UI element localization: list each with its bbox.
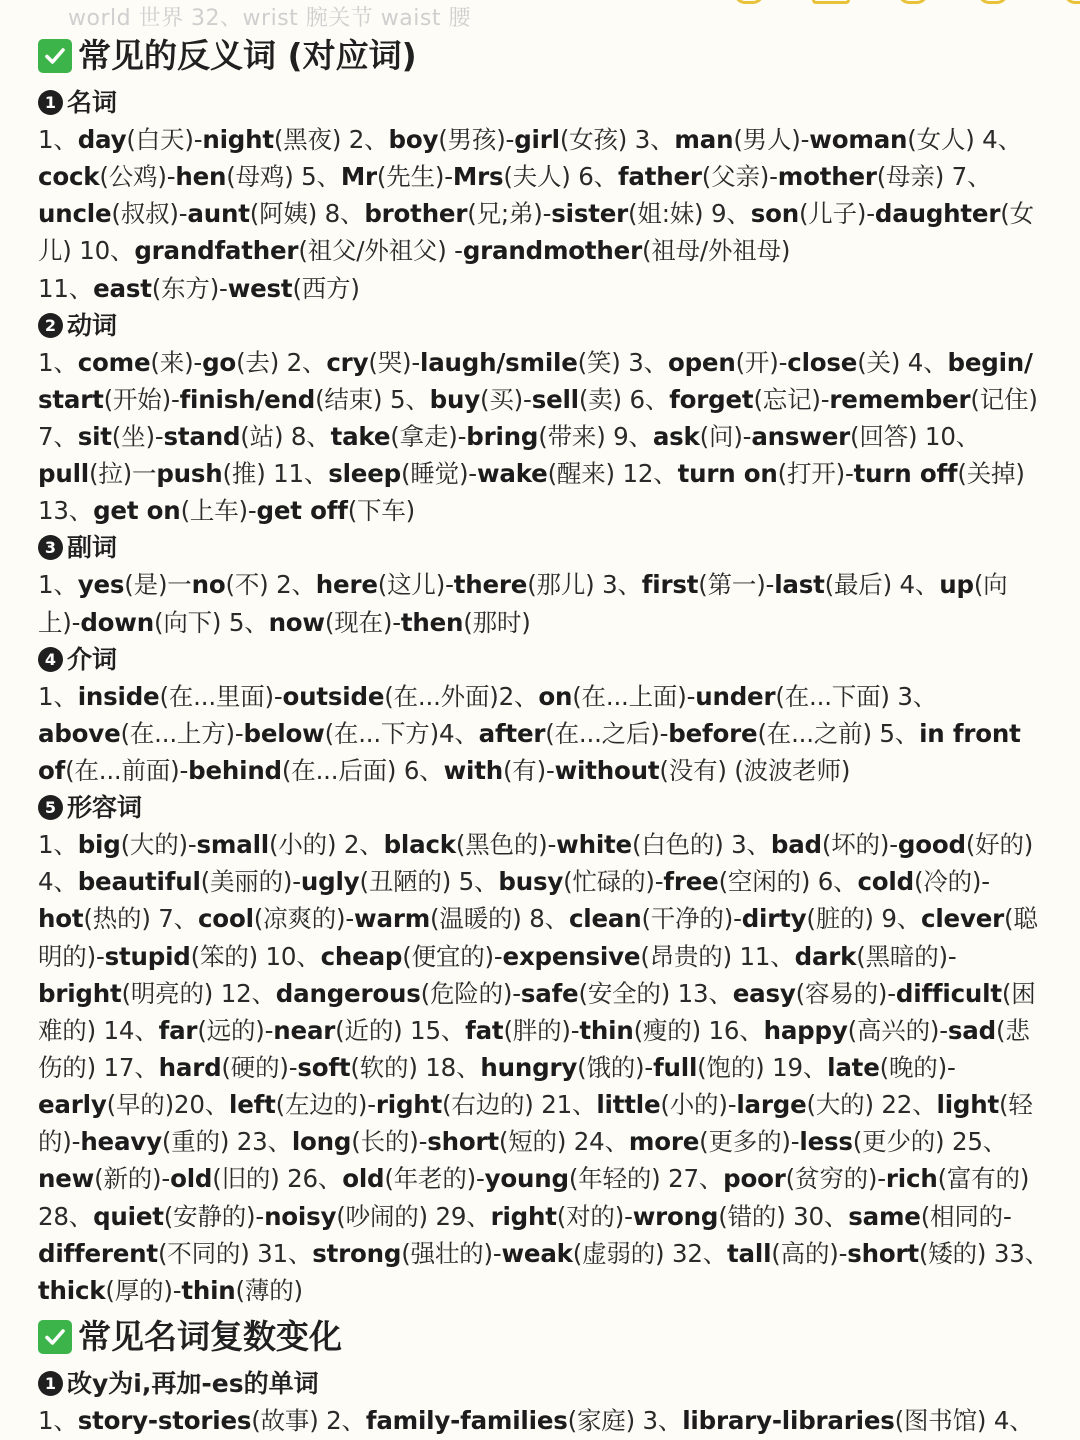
english-term: laugh/smile bbox=[420, 347, 578, 377]
english-term: busy bbox=[498, 867, 564, 897]
english-term: inside bbox=[77, 681, 160, 711]
check-mark-icon bbox=[38, 39, 72, 73]
english-term: story-stories bbox=[77, 1405, 252, 1435]
english-term: sit bbox=[77, 421, 112, 451]
english-term: large bbox=[736, 1090, 807, 1120]
english-term: young bbox=[484, 1164, 569, 1194]
subsection-heading bbox=[38, 307, 1058, 344]
english-term: get off bbox=[256, 496, 348, 526]
text-line: bright(明亮的) 12、dangerous(危险的)-safe(安全的) 13、easy(容易的)-difficult(困 bbox=[38, 978, 1036, 1008]
text-line: uncle(叔叔)-aunt(阿姨) 8、brother(兄;弟)-sister(姐:妹) 9、son(儿子)-daughter(女 bbox=[38, 199, 1034, 229]
english-term: down bbox=[80, 607, 154, 637]
english-term: expensive bbox=[502, 941, 641, 971]
text-line: 1、inside(在...里面)-outside(在...外面)2、on(在...上面)-under(在...下面) 3、 bbox=[38, 681, 938, 711]
faded-previous-line: world 世界 32、wrist 腕关节 waist 腰 bbox=[68, 6, 471, 28]
english-term: behind bbox=[188, 755, 282, 785]
english-term: now bbox=[268, 607, 325, 637]
section-heading bbox=[38, 28, 1058, 84]
english-term: ugly bbox=[300, 867, 360, 897]
english-term: black bbox=[383, 830, 456, 860]
english-term: bright bbox=[38, 978, 122, 1008]
subsection-title: 动词 bbox=[67, 310, 118, 340]
text-line: 儿) 10、grandfather(祖父/外祖父) -grandmother(祖母/外祖母) bbox=[38, 236, 791, 266]
english-term: far bbox=[158, 1015, 198, 1045]
english-term: left bbox=[229, 1090, 276, 1120]
english-term: sell bbox=[531, 384, 579, 414]
circled-number-icon: 1 bbox=[38, 90, 63, 115]
english-term: sad bbox=[947, 1015, 996, 1045]
english-term: after bbox=[478, 718, 546, 748]
english-term: woman bbox=[809, 125, 908, 154]
english-term: there bbox=[453, 570, 528, 600]
english-term: on bbox=[538, 681, 573, 711]
english-term: less bbox=[799, 1127, 853, 1157]
text-line: 难的) 14、far(远的)-near(近的) 15、fat(胖的)-thin(瘦的) 16、happy(高兴的)-sad(悲 bbox=[38, 1015, 1030, 1045]
top-strip bbox=[0, 0, 1080, 28]
english-term: start bbox=[38, 384, 104, 414]
english-term: different bbox=[38, 1238, 158, 1268]
english-term: clean bbox=[568, 904, 642, 934]
english-term: grandfather bbox=[134, 236, 299, 266]
text-line: 28、quiet(安静的)-noisy(吵闹的) 29、right(对的)-wrong(错的) 30、same(相同的- bbox=[38, 1201, 1012, 1231]
english-term: thick bbox=[38, 1275, 106, 1305]
text-line: cock(公鸡)-hen(母鸡) 5、Mr(先生)-Mrs(夫人) 6、father(父亲)-mother(母亲) 7、 bbox=[38, 162, 992, 192]
text-line: 上)-down(向下) 5、now(现在)-then(那时) bbox=[38, 607, 531, 637]
text-line: 的)-heavy(重的) 23、long(长的)-short(短的) 24、more(更多的)-less(更少的) 25、 bbox=[38, 1127, 1008, 1157]
english-term: west bbox=[227, 273, 293, 303]
english-term: small bbox=[196, 830, 269, 860]
english-term: ask bbox=[652, 421, 700, 451]
edit-icon[interactable] bbox=[734, 0, 764, 4]
english-term: no bbox=[191, 570, 226, 600]
english-term: early bbox=[38, 1090, 107, 1120]
section-heading-text: 常见的反义词 (对应词) bbox=[78, 36, 417, 75]
english-term: pull bbox=[38, 459, 89, 489]
english-term: dark bbox=[794, 941, 857, 971]
english-term: Mr bbox=[340, 162, 377, 192]
english-term: dangerous bbox=[275, 978, 421, 1008]
subsection-heading bbox=[38, 84, 1058, 121]
english-term: warm bbox=[354, 904, 431, 934]
english-term: without bbox=[554, 755, 660, 785]
text-line: 11、east(东方)-west(西方) bbox=[38, 273, 360, 303]
english-term: bring bbox=[466, 421, 539, 451]
text-line: 4、beautiful(美丽的)-ugly(丑陋的) 5、busy(忙碌的)-free(空闲的) 6、cold(冷的)- bbox=[38, 867, 990, 897]
english-term: cool bbox=[197, 904, 254, 934]
text-line: above(在...上方)-below(在...下方)4、after(在...之后)-before(在...之前) 5、in front bbox=[38, 718, 1021, 748]
english-term: weak bbox=[501, 1238, 573, 1268]
english-term: difficult bbox=[895, 978, 1002, 1008]
subsection-title: 形容词 bbox=[67, 793, 143, 823]
english-term: father bbox=[617, 162, 702, 192]
text-line: 1、come(来)-go(去) 2、cry(哭)-laugh/smile(笑) 3、open(开)-close(关) 4、begin/ bbox=[38, 347, 1033, 377]
circled-number-icon: 5 bbox=[38, 795, 63, 820]
text-line: thick(厚的)-thin(薄的) bbox=[38, 1275, 303, 1305]
english-term: tall bbox=[727, 1238, 772, 1268]
english-term: heavy bbox=[80, 1127, 162, 1157]
subsection-title: 改y为i,再加-es的单词 bbox=[67, 1368, 319, 1398]
english-term: free bbox=[663, 867, 719, 897]
subsection-heading bbox=[38, 529, 1058, 566]
english-term: mother bbox=[777, 162, 877, 192]
english-term: come bbox=[77, 347, 151, 377]
english-term: boy bbox=[388, 125, 439, 154]
english-term: here bbox=[315, 570, 378, 600]
english-term: sister bbox=[551, 199, 629, 229]
text-line: 1、big(大的)-small(小的) 2、black(黑色的)-white(白色的) 3、bad(坏的)-good(好的) bbox=[38, 830, 1034, 860]
english-term: rich bbox=[885, 1164, 938, 1194]
english-term: remember bbox=[829, 384, 971, 414]
text-line: 1、yes(是)一no(不) 2、here(这儿)-there(那儿) 3、first(第一)-last(最后) 4、up(向 bbox=[38, 570, 1008, 600]
english-term: thin bbox=[579, 1015, 634, 1045]
english-term: hen bbox=[175, 162, 227, 192]
english-term: beautiful bbox=[77, 867, 201, 897]
english-term: open bbox=[667, 347, 736, 377]
english-term: wake bbox=[476, 459, 548, 489]
english-term: take bbox=[330, 421, 391, 451]
english-term: above bbox=[38, 718, 121, 748]
english-term: right bbox=[375, 1090, 443, 1120]
english-term: turn on bbox=[677, 459, 778, 489]
check-mark-icon bbox=[38, 1320, 72, 1354]
text-line: different(不同的) 31、strong(强壮的)-weak(虚弱的) 32、tall(高的)-short(矮的) 33、 bbox=[38, 1238, 1049, 1268]
text-line: 伤的) 17、hard(硬的)-soft(软的) 18、hungry(饿的)-full(饱的) 19、late(晚的)- bbox=[38, 1052, 956, 1082]
subsection-heading bbox=[38, 641, 1058, 678]
text-line: start(开始)-finish/end(结束) 5、buy(买)-sell(卖) 6、forget(忘记)-remember(记住) bbox=[38, 384, 1038, 414]
english-term: begin/ bbox=[947, 347, 1033, 377]
text-line: new(新的)-old(旧的) 26、old(年老的)-young(年轻的) 27、poor(贫穷的)-rich(富有的) bbox=[38, 1164, 1030, 1194]
english-term: finish/end bbox=[179, 384, 316, 414]
english-term: close bbox=[787, 347, 858, 377]
text-line: of(在...前面)-behind(在...后面) 6、with(有)-without(没有) (波波老师) bbox=[38, 755, 851, 785]
english-term: old bbox=[170, 1164, 213, 1194]
english-term: fat bbox=[465, 1015, 504, 1045]
english-term: stand bbox=[163, 421, 241, 451]
english-term: stupid bbox=[104, 941, 191, 971]
text-line: 1、story-stories(故事) 2、family-families(家庭) 3、library-libraries(图书馆) 4、 bbox=[38, 1405, 1034, 1435]
section-heading-text: 常见名词复数变化 bbox=[78, 1316, 342, 1356]
english-term: with bbox=[443, 755, 503, 785]
english-term: first bbox=[641, 570, 699, 600]
english-term: get on bbox=[93, 496, 181, 526]
english-term: poor bbox=[723, 1164, 786, 1194]
section-heading bbox=[38, 1309, 1058, 1365]
english-term: day bbox=[77, 125, 127, 154]
circled-number-icon: 3 bbox=[38, 535, 63, 560]
english-term: hungry bbox=[480, 1052, 578, 1082]
english-term: night bbox=[202, 125, 274, 154]
english-term: soft bbox=[297, 1052, 351, 1082]
english-term: up bbox=[939, 570, 974, 600]
english-term: short bbox=[847, 1238, 919, 1268]
english-term: light bbox=[936, 1090, 999, 1120]
text-line: 明的)-stupid(笨的) 10、cheap(便宜的)-expensive(昂贵的) 11、dark(黑暗的)- bbox=[38, 941, 957, 971]
english-term: uncle bbox=[38, 199, 112, 229]
english-term: below bbox=[243, 718, 325, 748]
english-term: dirty bbox=[741, 904, 807, 934]
image-icon[interactable] bbox=[812, 0, 850, 4]
text-line: early(早的)20、left(左边的)-right(右边的) 21、little(小的)-large(大的) 22、light(轻 bbox=[38, 1090, 1033, 1120]
english-term: noisy bbox=[264, 1201, 337, 1231]
circled-number-icon: 2 bbox=[38, 313, 63, 338]
english-term: long bbox=[291, 1127, 352, 1157]
english-term: forget bbox=[669, 384, 754, 414]
english-term: man bbox=[674, 125, 734, 154]
english-term: strong bbox=[312, 1238, 402, 1268]
english-term: full bbox=[653, 1052, 698, 1082]
subsection-title: 名词 bbox=[67, 88, 118, 117]
english-term: turn off bbox=[853, 459, 958, 489]
english-term: in front bbox=[919, 718, 1021, 748]
text-line: pull(拉)一push(推) 11、sleep(睡觉)-wake(醒来) 12、turn on(打开)-turn off(关掉) bbox=[38, 459, 1025, 489]
english-term: grandmother bbox=[462, 236, 642, 266]
subsection-heading bbox=[38, 1365, 1058, 1402]
text-line: 1、day(白天)-night(黑夜) 2、boy(男孩)-girl(女孩) 3、man(男人)-woman(女人) 4、 bbox=[38, 125, 1022, 154]
english-term: quiet bbox=[93, 1201, 164, 1231]
clock-icon[interactable] bbox=[898, 0, 928, 4]
english-term: late bbox=[827, 1052, 880, 1082]
english-term: then bbox=[400, 607, 464, 637]
english-term: before bbox=[668, 718, 758, 748]
english-term: last bbox=[774, 570, 825, 600]
english-term: near bbox=[273, 1015, 336, 1045]
english-term: good bbox=[897, 830, 966, 860]
english-term: old bbox=[342, 1164, 385, 1194]
text-line: 13、get on(上车)-get off(下车) bbox=[38, 496, 416, 526]
english-term: safe bbox=[520, 978, 579, 1008]
english-term: aunt bbox=[187, 199, 250, 229]
english-term: east bbox=[93, 273, 152, 303]
english-term: cheap bbox=[320, 941, 403, 971]
english-term: short bbox=[427, 1127, 499, 1157]
circled-number-icon: 1 bbox=[38, 1371, 63, 1396]
english-term: cold bbox=[857, 867, 914, 897]
english-term: cry bbox=[326, 347, 369, 377]
more-icon[interactable] bbox=[978, 0, 1008, 4]
english-term: right bbox=[490, 1201, 557, 1231]
english-term: more bbox=[628, 1127, 700, 1157]
english-term: library-libraries bbox=[682, 1405, 895, 1435]
english-term: white bbox=[556, 830, 632, 860]
english-term: outside bbox=[282, 681, 385, 711]
english-term: under bbox=[695, 681, 776, 711]
english-term: hot bbox=[38, 904, 84, 934]
english-term: girl bbox=[514, 125, 560, 154]
subsection-title: 副词 bbox=[67, 533, 118, 563]
text-line: 7、sit(坐)-stand(站) 8、take(拿走)-bring(带来) 9、ask(问)-answer(回答) 10、 bbox=[38, 421, 981, 451]
text-line: hot(热的) 7、cool(凉爽的)-warm(温暖的) 8、clean(干净的)-dirty(脏的) 9、clever(聪 bbox=[38, 904, 1038, 934]
english-term: cock bbox=[38, 162, 100, 192]
english-term: clever bbox=[921, 904, 1005, 934]
english-term: wrong bbox=[632, 1201, 719, 1231]
english-term: daughter bbox=[874, 199, 1001, 229]
english-term: new bbox=[38, 1164, 95, 1194]
english-term: bad bbox=[770, 830, 822, 860]
english-term: brother bbox=[364, 199, 468, 229]
english-term: family-families bbox=[365, 1405, 568, 1435]
english-term: of bbox=[38, 755, 66, 785]
english-term: buy bbox=[429, 384, 481, 414]
english-term: go bbox=[202, 347, 237, 377]
english-term: little bbox=[596, 1090, 661, 1120]
circled-number-icon: 4 bbox=[38, 647, 63, 672]
english-term: same bbox=[848, 1201, 921, 1231]
english-term: hard bbox=[158, 1052, 222, 1082]
subsection-heading bbox=[38, 789, 1058, 826]
english-term: answer bbox=[751, 421, 851, 451]
share-icon[interactable] bbox=[1064, 0, 1080, 4]
subsection-title: 介词 bbox=[67, 644, 118, 674]
english-term: happy bbox=[763, 1015, 848, 1045]
english-term: big bbox=[77, 830, 121, 860]
english-term: easy bbox=[732, 978, 796, 1008]
english-term: yes bbox=[77, 570, 125, 600]
english-term: sleep bbox=[328, 459, 401, 489]
english-term: Mrs bbox=[452, 162, 504, 192]
english-term: son bbox=[750, 199, 799, 229]
english-term: push bbox=[156, 459, 223, 489]
english-term: thin bbox=[181, 1275, 236, 1305]
note-content bbox=[38, 28, 1058, 1439]
